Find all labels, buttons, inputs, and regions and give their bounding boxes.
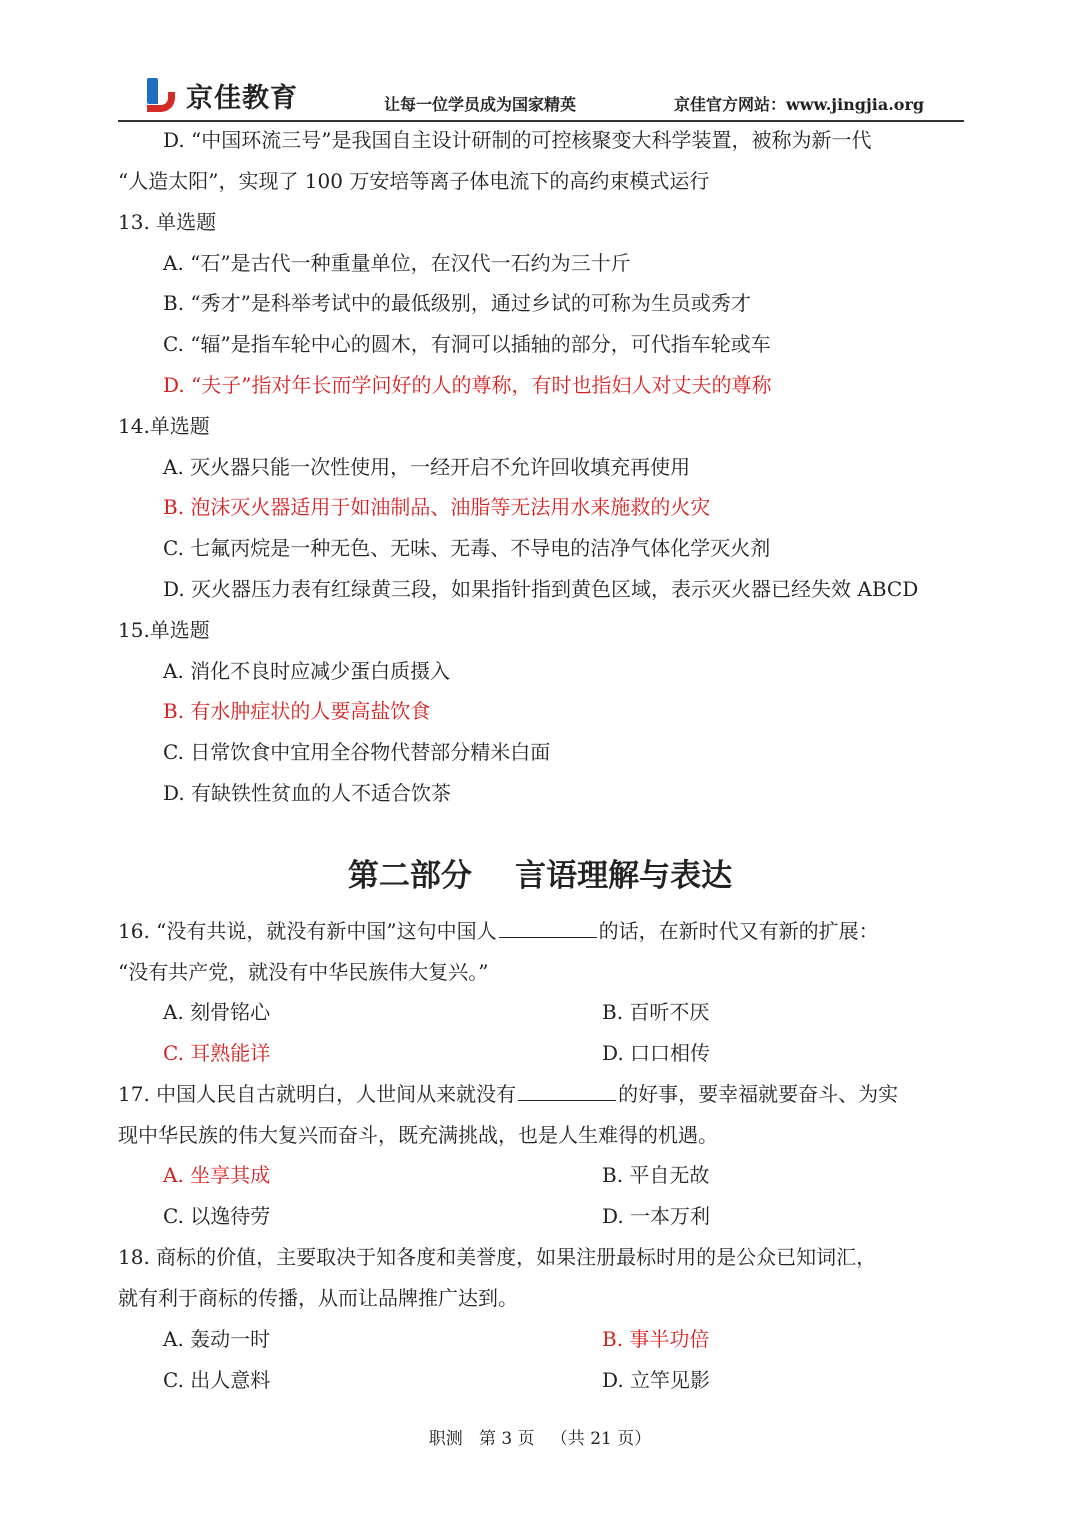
logo-text: 京佳教育 xyxy=(186,82,298,114)
q14-stem: 14.单选题 xyxy=(118,414,210,438)
q18-option-b-answer: B. 事半功倍 xyxy=(602,1327,710,1351)
q15-option-c: C. 日常饮食中宜用全谷物代替部分精米白面 xyxy=(163,740,551,764)
q16-option-c-answer: C. 耳熟能详 xyxy=(163,1041,271,1065)
q16-option-d: D. 口口相传 xyxy=(602,1041,711,1065)
q17-stem-part1: 17. 中国人民自古就明白，人世间从来就没有 xyxy=(118,1082,517,1106)
q14-option-b-answer: B. 泡沫灭火器适用于如油制品、油脂等无法用水来施救的火灾 xyxy=(163,495,711,519)
q15-stem: 15.单选题 xyxy=(118,618,210,642)
q16-stem-line1 xyxy=(118,917,879,945)
header-website: 京佳官方网站：www.jingjia.org xyxy=(674,95,925,114)
q14-option-c: C. 七氟丙烷是一种无色、无味、无毒、不导电的洁净气体化学灭火剂 xyxy=(163,536,771,560)
q15-option-b-answer: B. 有水肿症状的人要高盐饮食 xyxy=(163,699,431,723)
page-footer: 职测 第 3 页 （共 21 页） xyxy=(428,1429,652,1449)
q17-option-a-answer: A. 坐享其成 xyxy=(163,1163,271,1187)
q18-option-a: A. 轰动一时 xyxy=(163,1327,271,1351)
q16-stem-part2: 的话，在新时代又有新的扩展： xyxy=(598,919,879,943)
q16-stem-line2: “没有共产党，就没有中华民族伟大复兴。” xyxy=(118,960,489,984)
section-title: 第二部分 言语理解与表达 xyxy=(347,858,733,894)
q12-option-d-cont: “人造太阳”，实现了 100 万安培等离子体电流下的高约束模式运行 xyxy=(118,169,710,193)
q18-option-c: C. 出人意料 xyxy=(163,1368,271,1392)
q12-option-d: D. “中国环流三号”是我国自主设计研制的可控核聚变大科学装置，被称为新一代 xyxy=(163,128,872,152)
q13-option-b: B. “秀才”是科举考试中的最低级别，通过乡试的可称为生员或秀才 xyxy=(163,291,751,315)
q17-stem-part2: 的好事，要幸福就要奋斗、为实 xyxy=(618,1082,899,1106)
q18-stem-line1: 18. 商标的价值，主要取决于知各度和美誉度，如果注册最标时用的是公众已知词汇， xyxy=(118,1245,877,1269)
q18-option-d: D. 立竿见影 xyxy=(602,1368,711,1392)
q17-stem-line1 xyxy=(118,1080,898,1108)
q17-stem-line2: 现中华民族的伟大复兴而奋斗，既充满挑战，也是人生难得的机遇。 xyxy=(118,1123,718,1147)
q17-option-c: C. 以逸待劳 xyxy=(163,1204,271,1228)
q18-stem-line2: 就有利于商标的传播，从而让品牌推广达到。 xyxy=(118,1286,518,1310)
q13-stem: 13. 单选题 xyxy=(118,210,217,234)
q16-option-b: B. 百听不厌 xyxy=(602,1000,710,1024)
q17-option-b: B. 平自无故 xyxy=(602,1163,710,1187)
q16-option-a: A. 刻骨铭心 xyxy=(163,1000,271,1024)
jingjia-logo-icon xyxy=(144,78,180,112)
q16-stem-part1: 16. “没有共说，就没有新中国”这句中国人 xyxy=(118,919,497,943)
q17-option-d: D. 一本万利 xyxy=(602,1204,711,1228)
q14-option-a: A. 灭火器只能一次性使用，一经开启不允许回收填充再使用 xyxy=(163,455,691,479)
q14-option-d: D. 灭火器压力表有红绿黄三段，如果指针指到黄色区域，表示灭火器已经失效 ABCD xyxy=(163,577,919,601)
header-slogan: 让每一位学员成为国家精英 xyxy=(384,95,577,114)
jingjia-logo xyxy=(144,76,298,114)
q15-option-d: D. 有缺铁性贫血的人不适合饮茶 xyxy=(163,781,452,805)
q13-option-c: C. “辐”是指车轮中心的圆木，有洞可以插轴的部分，可代指车轮或车 xyxy=(163,332,771,356)
q17-blank xyxy=(518,1080,616,1101)
q13-option-d-answer: D. “夫子”指对年长而学问好的人的尊称，有时也指妇人对丈夫的尊称 xyxy=(163,373,772,397)
q13-option-a: A. “石”是古代一种重量单位，在汉代一石约为三十斤 xyxy=(163,251,631,275)
q15-option-a: A. 消化不良时应减少蛋白质摄入 xyxy=(163,659,451,683)
page-header xyxy=(118,72,964,122)
q16-blank xyxy=(499,917,597,938)
